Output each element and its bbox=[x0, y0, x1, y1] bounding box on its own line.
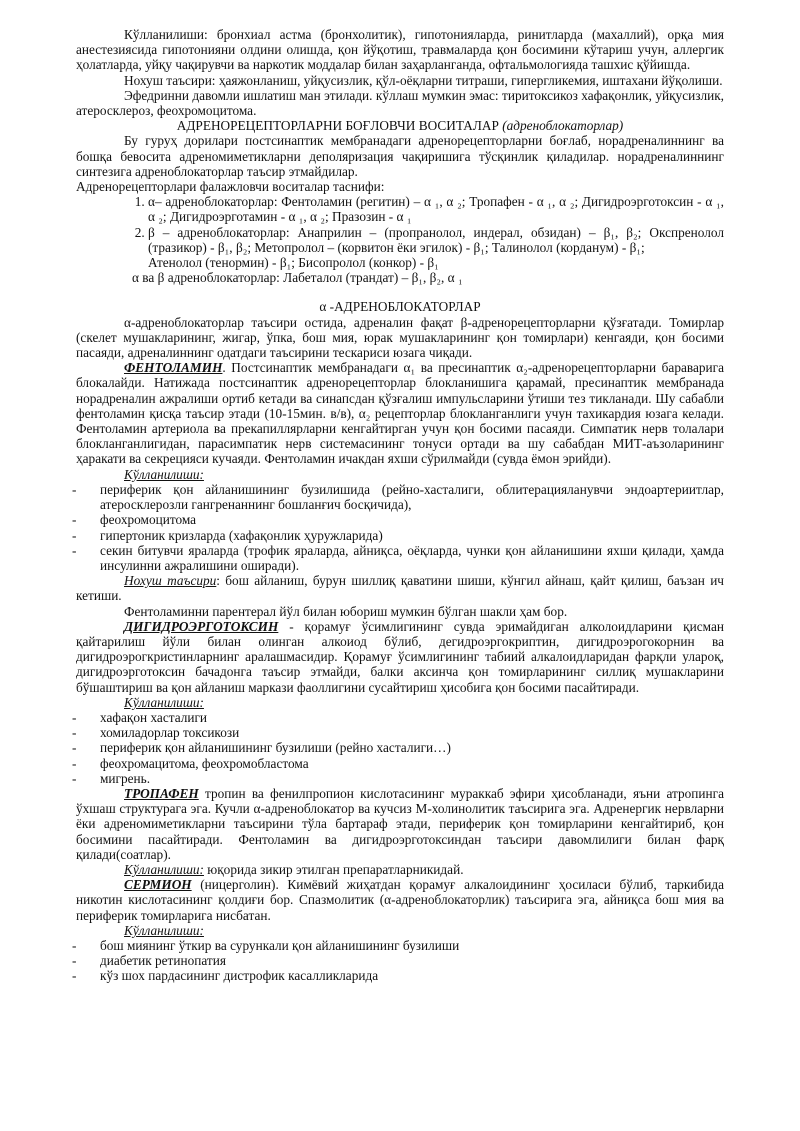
paragraph-contraindications: Эфедринни давомли ишлатиш ман этилади. кўллаш мумкин эмас: тиритоксикоз хафақонлик, уйқусизлик, атеросклероз, феохромоцитома. bbox=[76, 87, 724, 119]
tropafen-usage bbox=[76, 862, 724, 877]
list-item: - гипертоник кризларда (хафақонлик ҳуружларида) bbox=[76, 528, 724, 543]
paragraph-group-intro: Бу гуруҳ дорилари постсинаптик мембранадаги адренорецепторларни боғлаб, норадреналиннинг ва бошқа бевосита адреномиметикларни деполяризация чақиришига тўсқинлик қиладилар. норадреналиннинг синтезига адреноблокаторлар таъсир этмайдилар. bbox=[76, 133, 724, 179]
list-item: - феохромацитома, феохромобластома bbox=[76, 756, 724, 771]
list-item: - феохромоцитома bbox=[76, 512, 724, 527]
paragraph-alpha-effects: α-адреноблокаторлар таъсири остида, адреналин фақат β-адренорецепторларни қўзғатади. Томирлар (скелет мушакларининг, жигар, ўпка, бош мия, юрак мушакларининг қон томирлари) кенгаяди, қон босими пасаяди, адреналиннинг одатдаги таъсирини тескариси юзага чиқади. bbox=[76, 314, 724, 361]
paragraph-tropafen bbox=[76, 786, 724, 862]
drug-name-fentolamin: ФЕНТОЛАМИН bbox=[124, 360, 223, 376]
list-item: - бош миянинг ўткир ва сурункали қон айланишининг бузилиши bbox=[76, 938, 724, 953]
classification-alpha-beta: α ва β адреноблокаторлар: Лабеталол (трандат) – β₁, β₂, α ₁ bbox=[132, 270, 463, 286]
tropafen-usage-label: Кўлланилиши: bbox=[124, 861, 204, 877]
dihydro-usage-label: Кўлланилиши: bbox=[124, 694, 204, 710]
fentolamin-side-effects bbox=[76, 573, 724, 603]
section-heading-alpha-blockers: α -АДРЕНОБЛОКАТОРЛАР bbox=[319, 299, 481, 315]
paragraph-fentolamin bbox=[76, 360, 724, 466]
fentolamin-side-label: Нохуш таъсири bbox=[124, 573, 217, 589]
list-item: - хомиладорлар токсикози bbox=[76, 725, 724, 740]
sermion-usage-list bbox=[76, 938, 724, 984]
fentolamin-usage-label: Кўлланилиши: bbox=[124, 466, 204, 482]
drug-name-tropafen: ТРОПАФЕН bbox=[124, 785, 199, 801]
list-item: - диабетик ретинопатия bbox=[76, 953, 724, 968]
tropafen-text: тропин ва фенилпропион кислотасининг мураккаб эфири ҳисобланади, яъни атропинга ўхшаш структурага эга. Кучли α-адреноблокатор ва кучсиз М-холинолитик таъсирига эга. Адренергик нервларни ёки адреномиметикларни таъсирини тўла бартараф этади, периферик қон томирларини кенгайтириб, қон босимини пасайтиради. Фентоламин ва дигидроэрготоксиндан таъсири давомлилиги билан фарқ қилади(соатлар). bbox=[76, 785, 724, 862]
list-item: - периферик қон айланишининг бузилишида (рейно-хасталиги, облитерацияланувчи эндоартериитлар, атеросклерозли гангренаннинг бошланғич босқичида), bbox=[76, 482, 724, 512]
fentolamin-side-text: : бош айланиш, бурун шиллиқ қаватини шиши, кўнгил айнаш, қайт қилиш, баъзан ич кетиши. bbox=[76, 573, 724, 604]
dihydro-usage-list bbox=[76, 710, 724, 786]
document-page bbox=[76, 27, 724, 984]
drug-name-dihydroergotoxin: ДИГИДРОЭРГОТОКСИН bbox=[124, 618, 279, 634]
classification-beta-cont: Атенолол (тенормин) - β₁; Бисопролол (конкор) - β₁ bbox=[148, 255, 439, 271]
list-item: - хафақон хасталиги bbox=[76, 710, 724, 725]
paragraph-sermion bbox=[76, 877, 724, 923]
sermion-usage-label: Кўлланилиши: bbox=[124, 922, 204, 938]
classification-item-alpha: 1. α– адреноблокаторлар: Фентоламин (регитин) – α ₁, α ₂; Тропафен - α ₁, α ₂; Дигидроэрготоксин - α ₁, α ₂; Дигидроэрготамин - α ₁, α ₂; Празозин - α ₁ bbox=[148, 194, 724, 224]
list-item: - секин битувчи яраларда (трофик яраларда, айниқса, оёқларда, чунки қон айланишини яхши қилади, ҳамда инсулинни ажралишини оширади). bbox=[76, 543, 724, 573]
tropafen-usage-text: юқорида зикир этилган препаратларникидай. bbox=[203, 861, 464, 877]
list-item: - кўз шох пардасининг дистрофик касалликларида bbox=[76, 968, 724, 983]
classification-item-beta bbox=[148, 225, 724, 271]
classification-list bbox=[76, 194, 724, 270]
list-item: - мигрень. bbox=[76, 771, 724, 786]
drug-name-sermion: СЕРМИОН bbox=[124, 877, 192, 893]
classification-beta-text: β – адреноблокаторлар: Анаприлин – (пропранолол, индерал, обзидан) – β₁, β₂; Окспренолол (тразикор) - β₁, β₂; Метопролол – (корвитон ёки эгилок) - β₁; Талинолол (корданум) - β₁; bbox=[148, 224, 724, 255]
paragraph-usage: Кўлланилиши: бронхиал астма (бронхолитик), гипотонияларда, ринитларда (махаллий), орқа мия анестезиясида гипотонияни олдини олишда, қон йўқотиш, травмаларда қон босимини кўтариш учун, аллергик ҳолатларда, уйқу чақирувчи ва наркотик моддалар билан заҳарланганда, офтальмологияда ташхис қўйишда. bbox=[76, 27, 724, 73]
paragraph-classification-title: Адренорецепторлари фалажловчи воситалар таснифи: bbox=[76, 179, 385, 195]
dihydro-text: - қорамуғ ўсимлигининг сувда эримайдиган алколоидларини қисман қайтарилиш йўли билан олинган алкоиод бўлиб, дегидроэргокриптин, дигидроэрогокорнин ва дигидроэрогкристинларнинг аралашмасидир. Қорамуғ ўсимлигининг табиий алкалоидларидан фарқли улароқ, дигидроэрготоксин бачадонга таъсир этмайди, балки аксинча қон томирларининг силлиқ мушакларини бўшаштириш ва қон айланиш маркази фаоллигини сусайтириш ҳисобига қон босими пасайтиради. bbox=[76, 618, 724, 695]
list-item: - периферик қон айланишининг бузилиши (рейно хасталиги…) bbox=[76, 740, 724, 755]
heading-italic: (адреноблокаторлар) bbox=[502, 118, 624, 134]
fentolamin-usage-list bbox=[76, 482, 724, 573]
paragraph-dihydroergotoxin bbox=[76, 619, 724, 695]
fentolamin-note: Фентоламинни парентерал йўл билан юбориш мумкин бўлган шакли ҳам бор. bbox=[124, 603, 568, 619]
heading-text: АДРЕНОРЕЦЕПТОРЛАРНИ БОҒЛОВЧИ ВОСИТАЛАР bbox=[176, 118, 499, 134]
paragraph-side-effects: Нохуш таъсири: ҳаяжонланиш, уйқусизлик, қўл-оёқларни титраши, гипергликемия, иштахани йўқолиши. bbox=[124, 72, 723, 88]
section-heading-adrenoblockers bbox=[76, 118, 724, 133]
fentolamin-text: . Постсинаптик мембранадаги α₁ ва пресинаптик α₂-адренорецепторларни бараварига блокалайди. Натижада постсинаптик адренорецепторлар блокланишига қарамай, пресинаптик мембранада норадреналин ажралиши ортиб кетади ва синапсдан қўзғалиш импульсларини ўтиши тез тикланади. Шу сабабли фентоламин қисқа таъсир этади (10-15мин. в/в), α₂ рецепторлар блокланганлиги учун тахикардия юзага келади. Фентоламин артериола ва прекапиллярларни кенгайтирган учун қон босими пасаяди. Симпатик нерв толалари блокланганлигидан, парасимпатик нерв системасининг тонуси ортади ва шу сабабдан МИТ-аъзоларининг ҳаракати ва секрецияси кучаяди. Фентоламин ичакдан яхши сўрилмайди (сувда ёмон эрийди). bbox=[76, 360, 724, 467]
sermion-text: (ницерголин). Кимёвий жиҳатдан қорамуғ алкалоидининг ҳосиласи бўлиб, таркибида никотин кислотасининг қолдиғи бор. Спазмолитик (α-адреноблокаторлик) таъсирига эга, айниқса бош мия ва периферик томирларига нисбатан. bbox=[76, 877, 724, 923]
